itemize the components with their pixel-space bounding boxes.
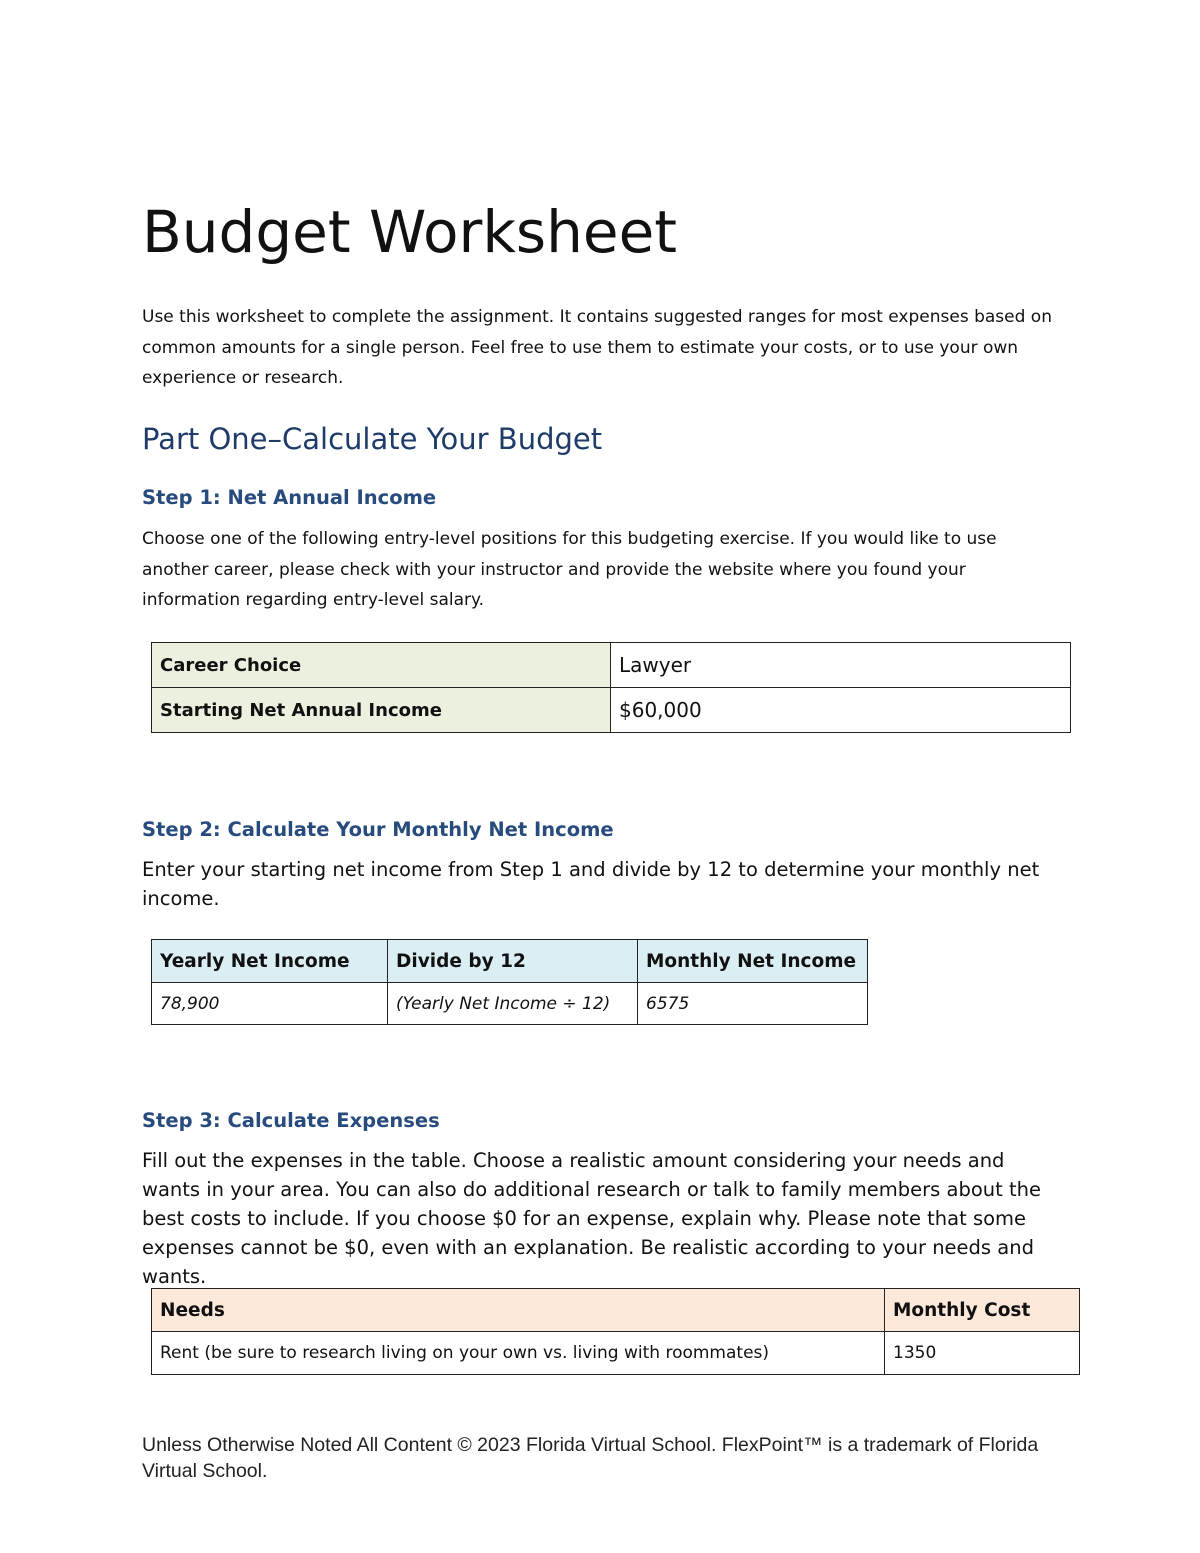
yearly-net-income-header: Yearly Net Income bbox=[152, 940, 388, 983]
step3-instructions: Fill out the expenses in the table. Choose a realistic amount considering your needs and wants in your area. You can also do additional research or talk to family members about the best costs to include. If you choose $0 for an expense, explain why. Please note that some expenses cannot be $0, even with an explanation. Be realistic according to your needs and wants. bbox=[142, 1149, 1041, 1288]
career-income-table bbox=[151, 642, 1071, 733]
document-title: Budget Worksheet bbox=[142, 198, 677, 266]
monthly-net-income-value[interactable]: 6575 bbox=[638, 983, 868, 1025]
starting-income-label: Starting Net Annual Income bbox=[152, 688, 611, 733]
monthly-cost-header: Monthly Cost bbox=[885, 1289, 1080, 1332]
career-choice-label: Career Choice bbox=[152, 643, 611, 688]
divide-by-12-header: Divide by 12 bbox=[388, 940, 638, 983]
expenses-table bbox=[151, 1288, 1080, 1375]
rent-item: Rent (be sure to research living on your own vs. living with roommates) bbox=[152, 1332, 885, 1375]
monthly-net-income-header: Monthly Net Income bbox=[638, 940, 868, 983]
step1-heading: Step 1: Net Annual Income bbox=[142, 486, 437, 509]
part-one-heading: Part One–Calculate Your Budget bbox=[142, 422, 603, 456]
starting-income-value[interactable]: $60,000 bbox=[611, 688, 1071, 733]
table-header-row bbox=[152, 1289, 1080, 1332]
step2-instructions: Enter your starting net income from Step 1 and divide by 12 to determine your monthly net income. bbox=[142, 858, 1040, 910]
rent-cost[interactable]: 1350 bbox=[885, 1332, 1080, 1375]
table-row bbox=[152, 643, 1071, 688]
table-row bbox=[152, 688, 1071, 733]
page-footer: Unless Otherwise Noted All Content © 2023 Florida Virtual School. FlexPoint™ is a trademark of Florida Virtual School. bbox=[142, 1434, 1039, 1482]
table-row bbox=[152, 983, 868, 1025]
table-row bbox=[152, 1332, 1080, 1375]
career-choice-value[interactable]: Lawyer bbox=[611, 643, 1071, 688]
divide-by-12-value: (Yearly Net Income ÷ 12) bbox=[388, 983, 638, 1025]
monthly-income-table bbox=[151, 939, 868, 1025]
table-header-row bbox=[152, 940, 868, 983]
intro-paragraph: Use this worksheet to complete the assignment. It contains suggested ranges for most expenses based on common amounts for a single person. Feel free to use them to estimate your costs, or to use your own experience or research. bbox=[142, 307, 1052, 388]
step1-instructions: Choose one of the following entry-level positions for this budgeting exercise. If you would like to use another career, please check with your instructor and provide the website where you found your information regarding entry-level salary. bbox=[142, 529, 997, 610]
step3-heading: Step 3: Calculate Expenses bbox=[142, 1109, 440, 1132]
needs-header: Needs bbox=[152, 1289, 885, 1332]
step2-heading: Step 2: Calculate Your Monthly Net Income bbox=[142, 818, 614, 841]
yearly-net-income-value[interactable]: 78,900 bbox=[152, 983, 388, 1025]
